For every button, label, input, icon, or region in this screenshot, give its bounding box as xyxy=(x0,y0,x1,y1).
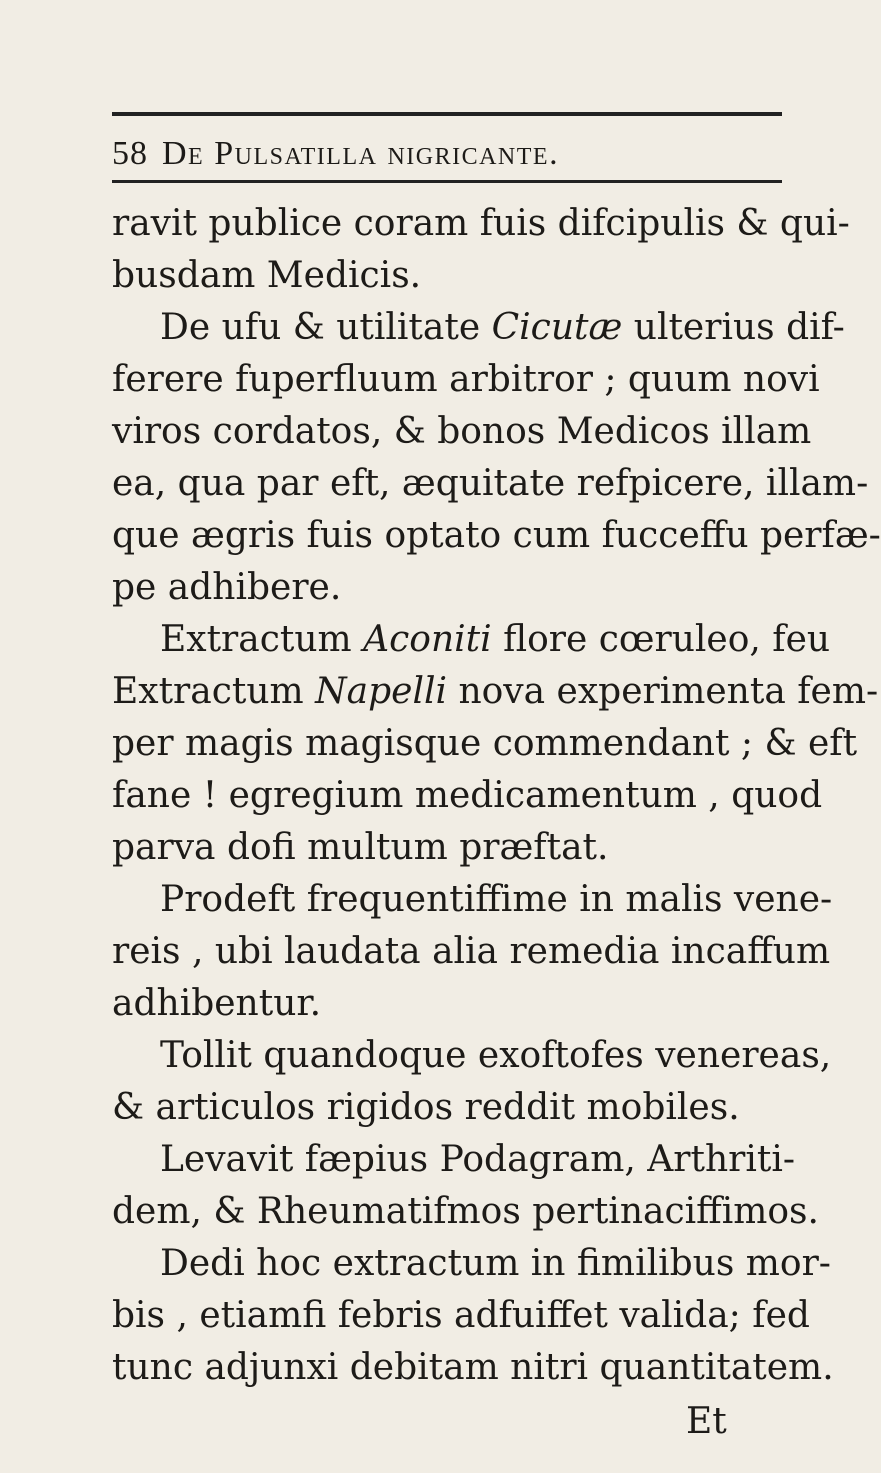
text-span: ulterius dif- xyxy=(633,307,845,348)
text-line: Dedi hoc extractum in fimilibus mor- xyxy=(160,1243,831,1284)
text-line: parva dofi multum præftat. xyxy=(112,827,609,868)
text-span: Extractum xyxy=(112,671,304,712)
text-line: que ægris fuis optato cum fucceffu perfæ- xyxy=(112,515,881,556)
text-line: dem, & Rheumatifmos pertinaciffimos. xyxy=(112,1191,819,1232)
text-line: & articulos rigidos reddit mobiles. xyxy=(112,1087,740,1128)
text-line: viros cordatos, & bonos Medicos illam xyxy=(112,411,812,452)
text-line: pe adhibere. xyxy=(112,567,342,608)
text-line: per magis magisque commendant ; & eft xyxy=(112,723,858,764)
header-rule-bottom xyxy=(112,180,782,183)
text-line: reis , ubi laudata alia remedia incaffum xyxy=(112,931,831,972)
header-rule-top xyxy=(112,112,782,116)
running-header xyxy=(112,132,792,176)
text-line: bis , etiamfi febris adfuiffet valida; fed xyxy=(112,1295,810,1336)
text-span: De ufu & utilitate xyxy=(160,307,481,348)
text-line xyxy=(112,666,879,718)
page-number: 58 xyxy=(112,135,148,172)
text-line: Prodeft frequentiffime in malis vene- xyxy=(160,879,833,920)
text-line: ferere fuperfluum arbitror ; quum novi xyxy=(112,359,820,400)
italic-term: Napelli xyxy=(315,671,447,712)
text-line: busdam Medicis. xyxy=(112,255,422,296)
text-line: Tollit quandoque exoftofes venereas, xyxy=(160,1035,832,1076)
text-span: flore cœruleo, feu xyxy=(503,619,831,660)
running-title: De Pulsatilla nigricante. xyxy=(162,135,560,172)
text-line: fane ! egregium medicamentum , quod xyxy=(112,775,823,816)
italic-term: Cicutæ xyxy=(491,307,623,348)
italic-term: Aconiti xyxy=(363,619,492,660)
text-span: Extractum xyxy=(160,619,352,660)
text-span: nova experimenta fem- xyxy=(458,671,879,712)
text-line: adhibentur. xyxy=(112,983,322,1024)
text-line xyxy=(160,614,831,666)
text-line: tunc adjunxi debitam nitri quantitatem. xyxy=(112,1347,834,1388)
text-line: ea, qua par eft, æquitate refpicere, illam- xyxy=(112,463,869,504)
catchword: Et xyxy=(686,1401,727,1442)
text-line: Levavit fæpius Podagram, Arthriti- xyxy=(160,1139,796,1180)
text-line: ravit publice coram fuis difcipulis & qui- xyxy=(112,203,850,244)
text-line xyxy=(160,302,845,354)
